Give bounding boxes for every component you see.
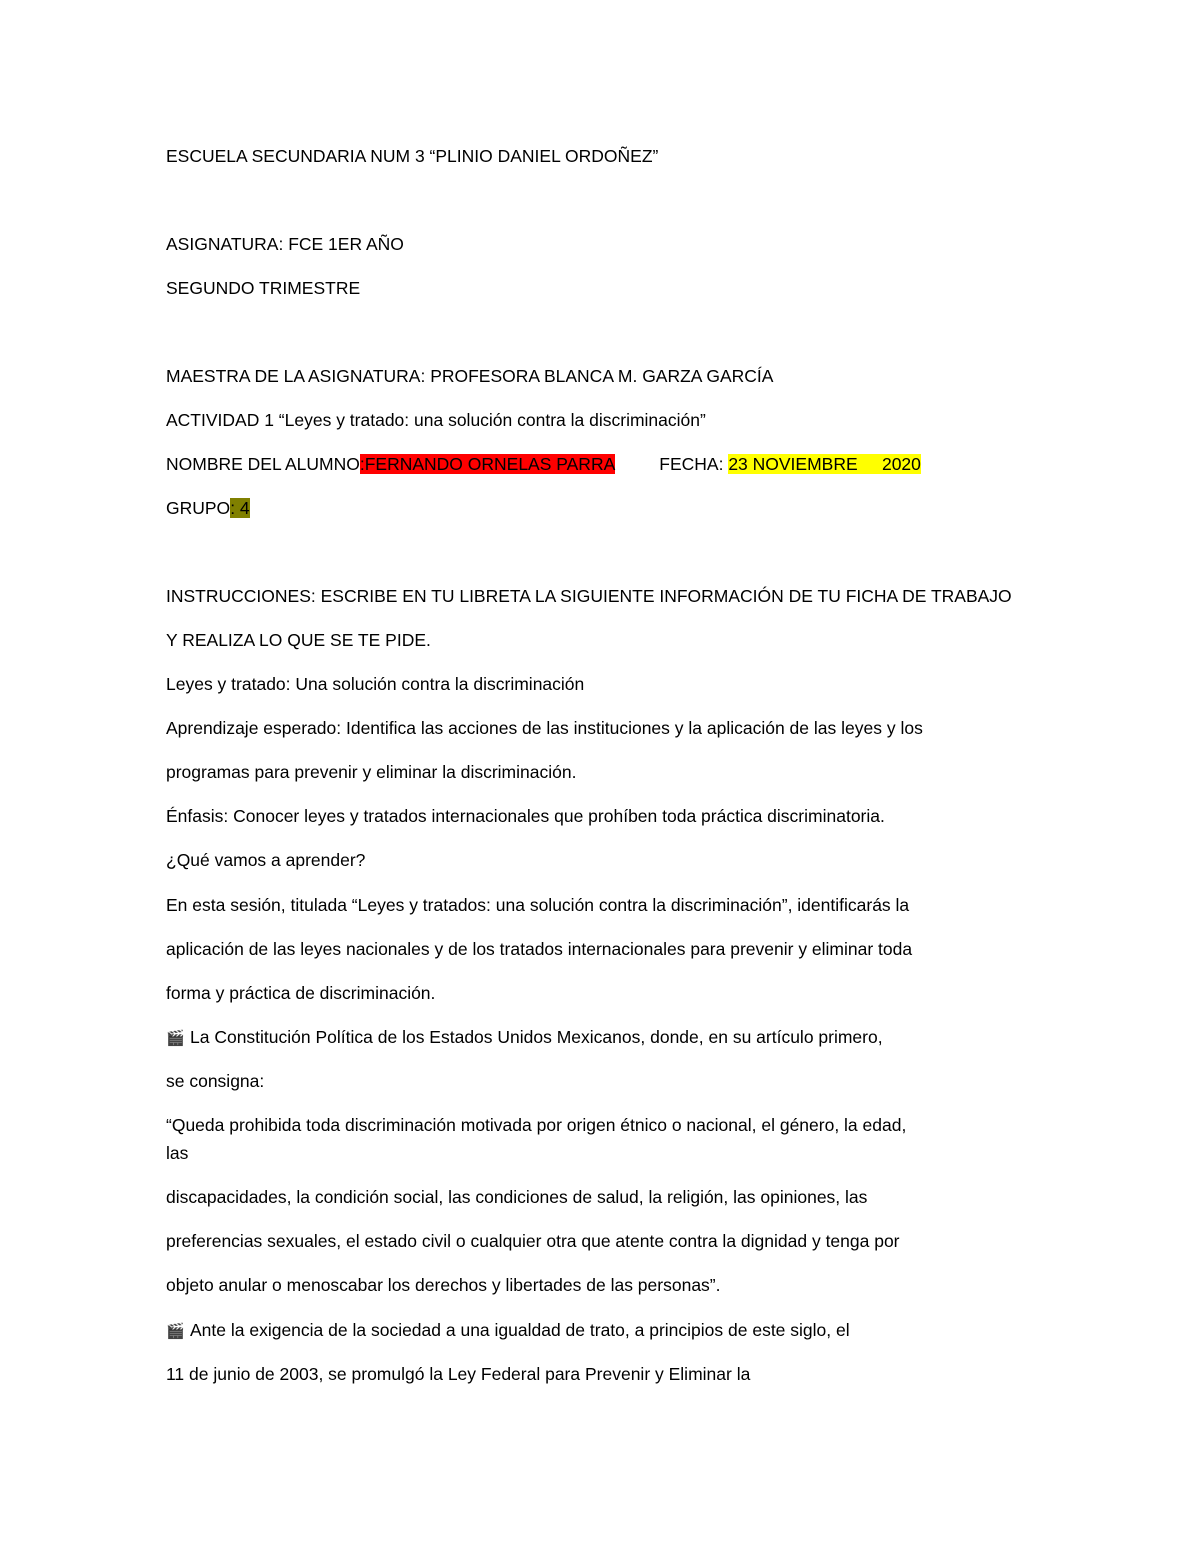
group-label: GRUPO xyxy=(166,498,231,518)
law-line-1 xyxy=(166,1318,850,1344)
group-highlight: : 4 xyxy=(230,498,250,518)
group-line xyxy=(166,496,250,520)
law-text-1: Ante la exigencia de la sociedad a una igualdad de trato, a principios de este siglo, el xyxy=(190,1320,850,1340)
subject-line: ASIGNATURA: FCE 1ER AÑO xyxy=(166,234,404,254)
quote-line-3: preferencias sexuales, el estado civil o cualquier otra que atente contra la dignidad y tenga por xyxy=(166,1231,900,1251)
activity-line: ACTIVIDAD 1 “Leyes y tratado: una solución contra la discriminación” xyxy=(166,410,706,430)
emphasis-line: Énfasis: Conocer leyes y tratados internacionales que prohíben toda práctica discriminatoria. xyxy=(166,806,885,826)
date-label: FECHA: xyxy=(659,454,729,474)
instructions-line-1: INSTRUCCIONES: ESCRIBE EN TU LIBRETA LA SIGUIENTE INFORMACIÓN DE TU FICHA DE TRABAJO xyxy=(166,586,1012,606)
session-line-3: forma y práctica de discriminación. xyxy=(166,983,436,1003)
question-line: ¿Qué vamos a aprender? xyxy=(166,850,366,870)
session-line-2: aplicación de las leyes nacionales y de los tratados internacionales para prevenir y eliminar toda xyxy=(166,939,913,959)
quote-line-1: “Queda prohibida toda discriminación motivada por origen étnico o nacional, el género, la edad, xyxy=(166,1115,907,1135)
clapperboard-icon: 🎬 xyxy=(166,1323,185,1340)
constitution-text-1: La Constitución Política de los Estados Unidos Mexicanos, donde, en su artículo primero, xyxy=(190,1027,883,1047)
teacher-line: MAESTRA DE LA ASIGNATURA: PROFESORA BLANCA M. GARZA GARCÍA xyxy=(166,366,774,386)
school-name: ESCUELA SECUNDARIA NUM 3 “PLINIO DANIEL ORDOÑEZ” xyxy=(166,146,659,166)
expected-learning-1: Aprendizaje esperado: Identifica las acciones de las instituciones y la aplicación de las leyes y los xyxy=(166,718,923,738)
session-line-1: En esta sesión, titulada “Leyes y tratados: una solución contra la discriminación”, identificarás la xyxy=(166,895,910,915)
topic-title: Leyes y tratado: Una solución contra la discriminación xyxy=(166,674,585,694)
expected-learning-2: programas para prevenir y eliminar la discriminación. xyxy=(166,762,577,782)
quote-line-4: objeto anular o menoscabar los derechos y libertades de las personas”. xyxy=(166,1275,721,1295)
date-highlight: 23 NOVIEMBRE 2020 xyxy=(728,454,921,474)
instructions-line-2: Y REALIZA LO QUE SE TE PIDE. xyxy=(166,630,431,650)
law-line-2: 11 de junio de 2003, se promulgó la Ley Federal para Prevenir y Eliminar la xyxy=(166,1364,751,1384)
quote-line-2: discapacidades, la condición social, las condiciones de salud, la religión, las opiniones, las xyxy=(166,1187,868,1207)
student-label: NOMBRE DEL ALUMNO xyxy=(166,454,360,474)
clapperboard-icon: 🎬 xyxy=(166,1030,185,1047)
quote-line-1b: las xyxy=(166,1143,189,1163)
student-name-highlight: :FERNANDO ORNELAS PARRA xyxy=(359,454,616,474)
trimester-line: SEGUNDO TRIMESTRE xyxy=(166,278,361,298)
constitution-line-1 xyxy=(166,1025,883,1051)
constitution-line-2: se consigna: xyxy=(166,1071,265,1091)
student-line xyxy=(166,452,921,476)
